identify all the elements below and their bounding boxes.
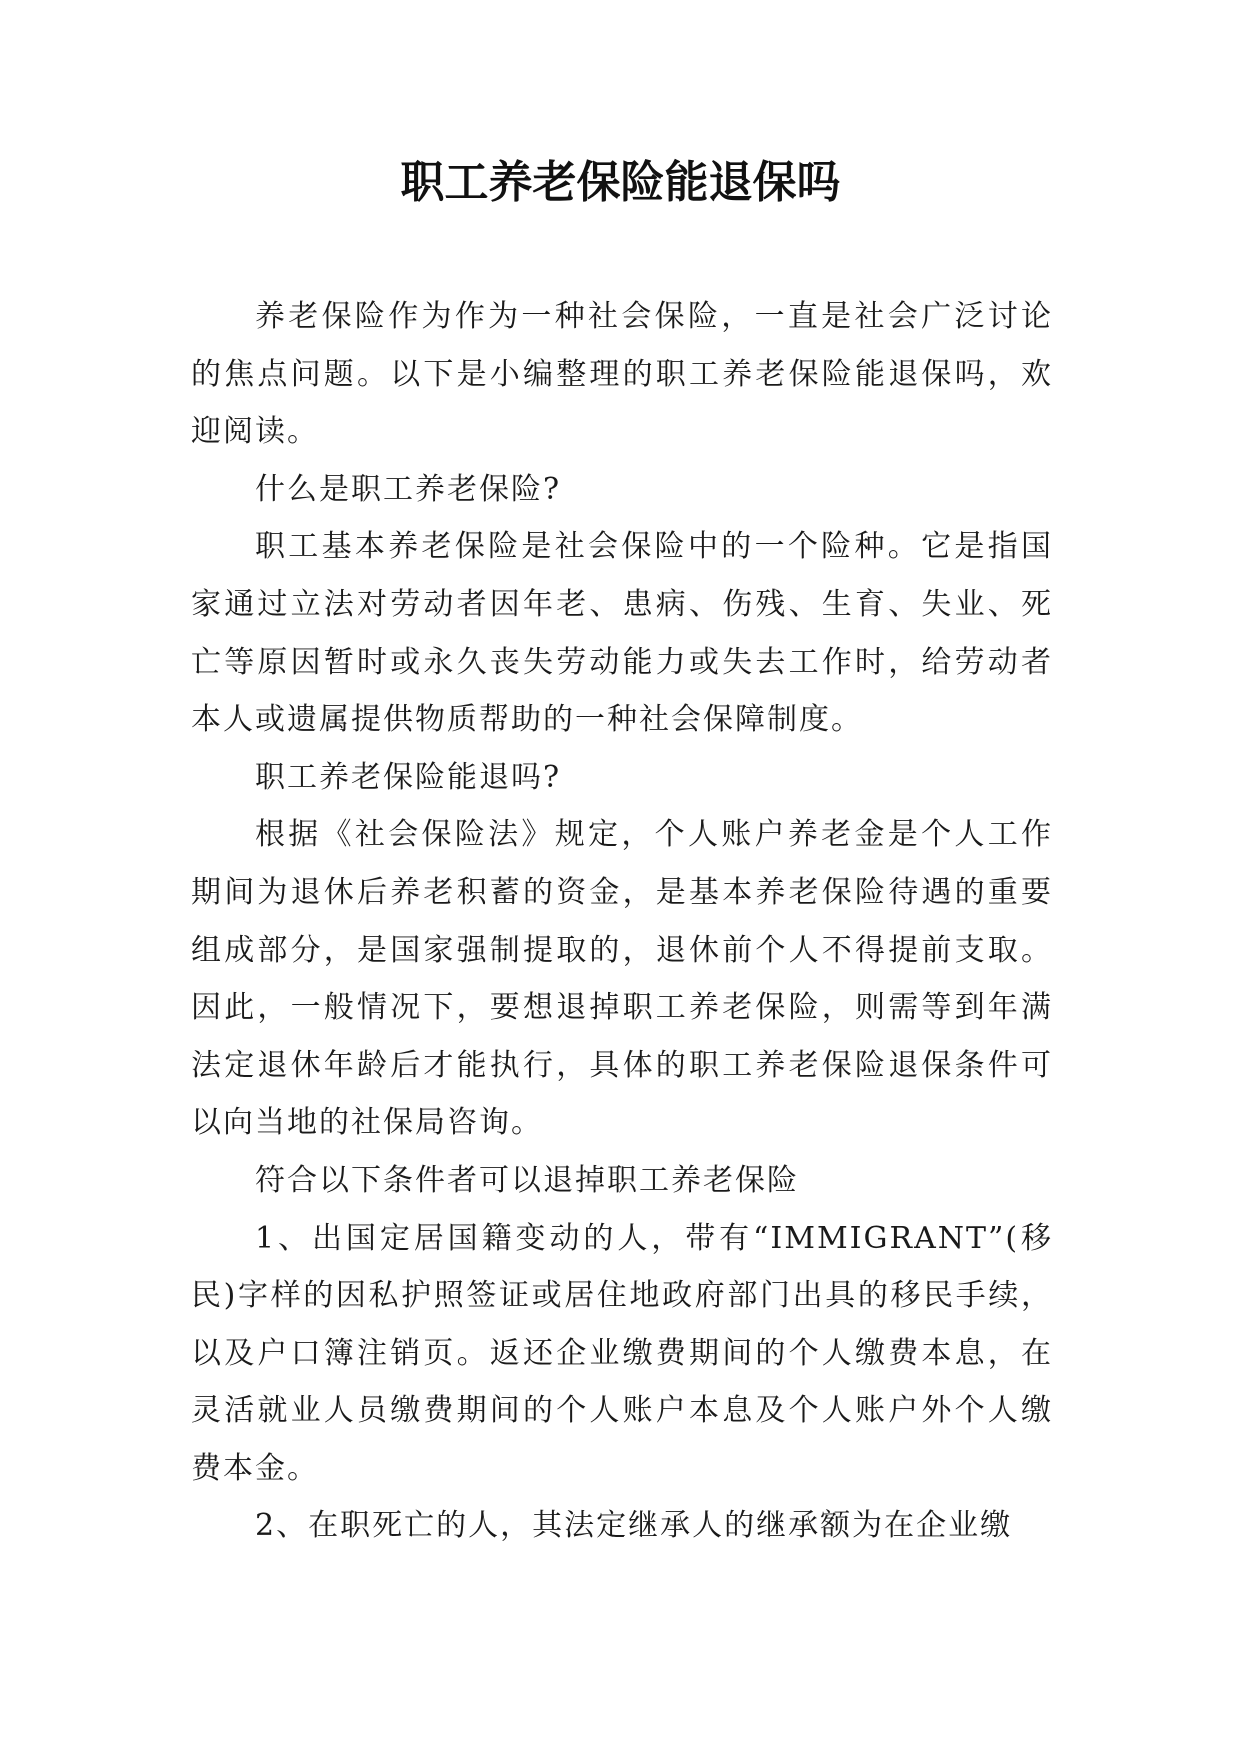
document-body	[191, 288, 1053, 1555]
paragraph-condition-1: 1、出国定居国籍变动的人，带有“IMMIGRANT”(移民)字样的因私护照签证或居住地政府部门出具的移民手续，以及户口簿注销页。返还企业缴费期间的个人缴费本息，在灵活就业人员缴费期间的个人账户本息及个人账户外个人缴费本金。	[191, 1220, 1053, 1486]
paragraph-heading-what-is: 什么是职工养老保险?	[255, 471, 562, 507]
paragraph-condition-2: 2、在职死亡的人，其法定继承人的继承额为在企业缴	[255, 1508, 1013, 1544]
paragraph-intro: 养老保险作为作为一种社会保险，一直是社会广泛讨论的焦点问题。以下是小编整理的职工养老保险能退保吗，欢迎阅读。	[191, 299, 1053, 450]
paragraph-heading-can-withdraw: 职工养老保险能退吗?	[255, 759, 562, 795]
document-title: 职工养老保险能退保吗	[400, 157, 841, 208]
paragraph-heading-conditions: 符合以下条件者可以退掉职工养老保险	[255, 1162, 799, 1198]
paragraph-definition: 职工基本养老保险是社会保险中的一个险种。它是指国家通过立法对劳动者因年老、患病、伤残、生育、失业、死亡等原因暂时或永久丧失劳动能力或失去工作时，给劳动者本人或遗属提供物质帮助的一种社会保障制度。	[191, 529, 1053, 738]
paragraph-law: 根据《社会保险法》规定，个人账户养老金是个人工作期间为退休后养老积蓄的资金，是基本养老保险待遇的重要组成部分，是国家强制提取的，退休前个人不得提前支取。因此，一般情况下，要想退掉职工养老保险，则需等到年满法定退休年龄后才能执行，具体的职工养老保险退保条件可以向当地的社保局咨询。	[191, 817, 1053, 1141]
